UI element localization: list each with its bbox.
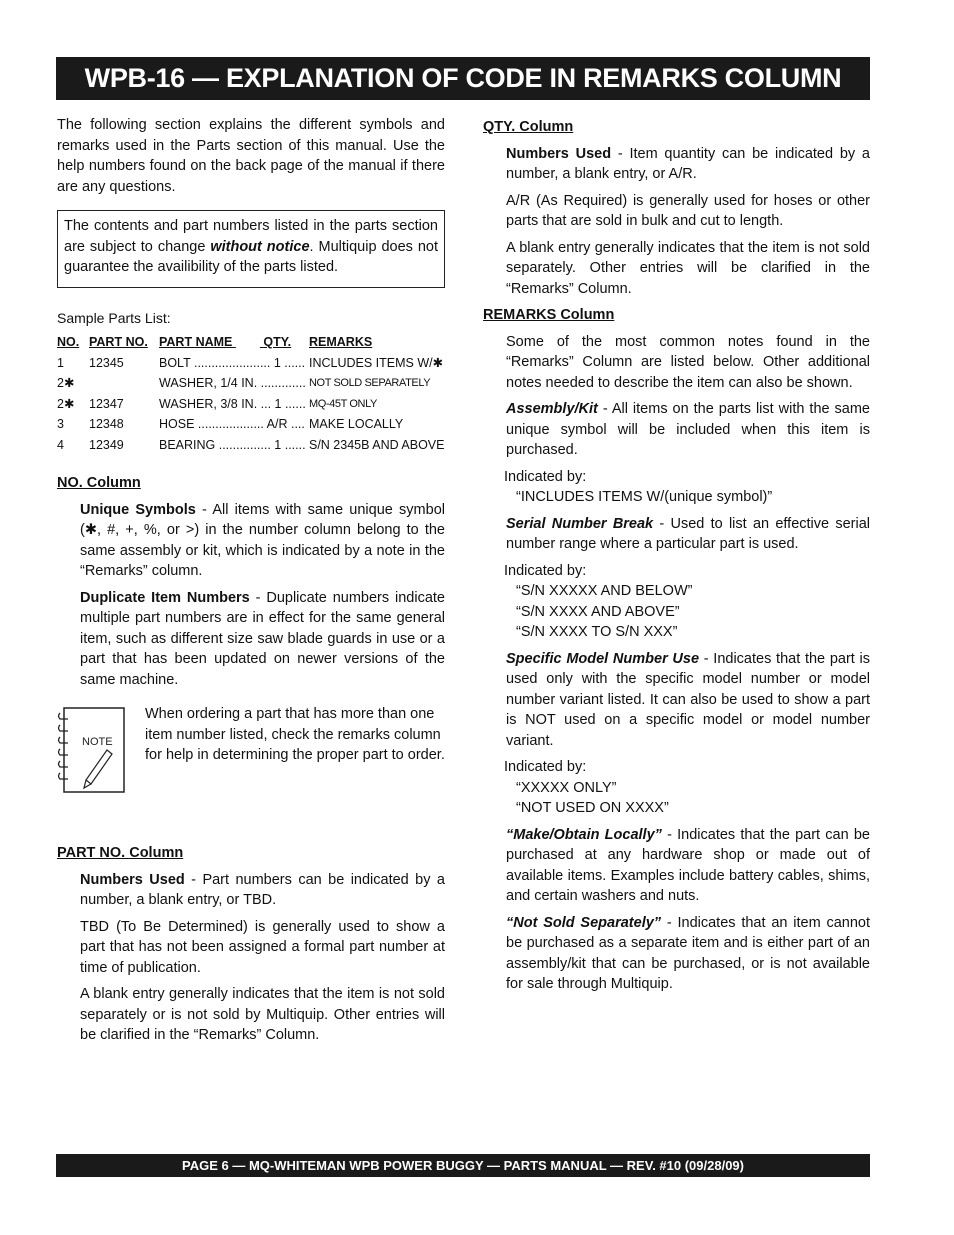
note-notepad-icon — [57, 704, 127, 796]
duplicate-numbers-paragraph — [80, 588, 445, 691]
header-qty: QTY. — [263, 335, 292, 349]
notice-box — [57, 210, 445, 288]
cell-name-qty: WASHER, 1/4 IN. ............. — [159, 376, 306, 390]
table-row — [57, 435, 445, 456]
model-example-1: “XXXXX ONLY” — [516, 779, 617, 796]
serial-indicated-by: Indicated by: — [504, 562, 587, 579]
header-no: NO. — [57, 335, 80, 349]
cell-remarks: MQ-45T ONLY — [309, 397, 377, 410]
make-locally-label: “Make/Obtain Locally” — [506, 826, 662, 843]
cell-part-no: 12345 — [89, 355, 124, 370]
cell-part-no: 12348 — [89, 417, 124, 431]
qty-numbers-used-text: - Item quantity can be indicated by a number, a blank entry, or A/R. — [506, 145, 870, 182]
cell-no: 4 — [57, 437, 64, 452]
notice-text-before: The contents and part numbers listed in the parts section are subject to change — [64, 218, 438, 255]
right-column — [483, 117, 870, 995]
assembly-indicated-by: Indicated by: — [504, 468, 587, 485]
no-column-heading: NO. Column — [57, 475, 141, 491]
specific-model-text: - Indicates that the part is used only with the specific model number or model number variant listed. It can also be used to show a part is NOT used on a specific model or model number variant. — [506, 650, 870, 749]
header-part-no: PART NO. — [89, 335, 148, 349]
cell-no: 2✱ — [57, 396, 75, 411]
qty-numbers-used-label: Numbers Used — [506, 145, 612, 162]
cell-name-qty: BEARING ............... 1 ...... — [159, 437, 306, 452]
serial-example-2: “S/N XXXX AND ABOVE” — [516, 603, 680, 620]
duplicate-numbers-label: Duplicate Item Numbers — [80, 589, 250, 606]
cell-remarks: MAKE LOCALLY — [309, 417, 404, 431]
model-example-2: “NOT USED ON XXXX” — [516, 800, 669, 816]
cell-part-no — [89, 373, 159, 394]
cell-remarks: S/N 2345B AND ABOVE — [309, 437, 445, 452]
header-part-name: PART NAME — [159, 335, 233, 349]
make-locally-text: - Indicates that the part can be purchased at any hardware shop or made out of available items. Examples include battery cables, shims, and certain washers and nuts. — [506, 826, 870, 904]
part-no-column-heading: PART NO. Column — [57, 845, 184, 861]
table-row — [57, 394, 445, 415]
page-title: WPB-16 — EXPLANATION OF CODE IN REMARKS COLUMN — [56, 57, 870, 100]
cell-remarks: INCLUDES ITEMS W/✱ — [309, 355, 444, 370]
assembly-kit-paragraph — [506, 399, 870, 461]
part-numbers-used-paragraph — [80, 870, 445, 911]
serial-break-label: Serial Number Break — [506, 515, 654, 532]
model-indicated-by: Indicated by: — [504, 759, 587, 775]
specific-model-paragraph — [506, 649, 870, 752]
qty-column-heading: QTY. Column — [483, 119, 574, 135]
qty-numbers-used-paragraph — [506, 144, 870, 185]
serial-break-text: - Used to list an effective serial number range where a particular part is used. — [506, 515, 870, 552]
qty-blank-entry-paragraph: A blank entry generally indicates that the item is not sold separately. Other entries will be clarified in the “Remarks” Column. — [506, 239, 870, 297]
serial-break-paragraph — [506, 514, 870, 555]
left-column — [57, 115, 445, 1046]
notice-text-after: . Multiquip does not guarantee the availibility of the parts listed. — [64, 238, 438, 275]
cell-no: 3 — [57, 417, 64, 431]
table-row — [57, 414, 445, 435]
header-part-name-qty — [159, 332, 309, 353]
note-icon-label: NOTE — [82, 736, 113, 748]
serial-example-3: “S/N XXXX TO S/N XXX” — [516, 624, 678, 640]
table-row — [57, 373, 445, 394]
part-blank-entry-paragraph: A blank entry generally indicates that the item is not sold separately or is not sold by Multiquip. Other entries will be clarified in the “Remarks” Column. — [80, 986, 445, 1043]
assembly-kit-label: Assembly/Kit — [506, 401, 598, 417]
remarks-column-heading: REMARKS Column — [483, 307, 615, 323]
cell-name-qty: HOSE ................... A/R .... — [159, 417, 305, 431]
unique-symbols-text: - All items with same unique symbol (✱, #, +, %, or >) in the number column belong to the same assembly or kit, which is indicated by a note in the “Remarks” column. — [80, 501, 445, 579]
make-locally-paragraph — [506, 825, 870, 907]
page-footer: PAGE 6 — MQ-WHITEMAN WPB POWER BUGGY — PARTS MANUAL — REV. #10 (09/28/09) — [56, 1154, 870, 1177]
sample-label: Sample Parts List: — [57, 309, 171, 326]
assembly-example: “INCLUDES ITEMS W/(unique symbol)” — [516, 489, 773, 505]
cell-name-qty: BOLT ...................... 1 ...... — [159, 355, 306, 370]
sample-parts-table — [57, 332, 445, 455]
cell-no: 1 — [57, 355, 64, 370]
assembly-kit-text: - All items on the parts list with the same unique symbol will be included when this item is purchased. — [506, 401, 870, 458]
cell-no: 2✱ — [57, 376, 75, 390]
cell-remarks: NOT SOLD SEPARATELY — [309, 377, 431, 389]
note-block — [57, 704, 445, 796]
remarks-intro: Some of the most common notes found in the “Remarks” Column are listed below. Other additional notes needed to describe the item can also be shown. — [506, 333, 870, 391]
ar-paragraph: A/R (As Required) is generally used for hoses or other parts that are sold in bulk and cut to length. — [506, 192, 870, 229]
part-numbers-used-label: Numbers Used — [80, 871, 185, 888]
note-text: When ordering a part that has more than one item number listed, check the remarks column for help in determining the proper part to order. — [145, 706, 445, 763]
duplicate-numbers-text: - Duplicate numbers indicate multiple part numbers are in effect for the same general item, such as different size saw blade guards in use or a part that has been updated on newer versions of the same machine. — [80, 589, 445, 688]
table-row — [57, 353, 445, 374]
unique-symbols-label: Unique Symbols — [80, 501, 196, 518]
specific-model-label: Specific Model Number Use — [506, 650, 700, 667]
cell-part-no: 12349 — [89, 437, 124, 452]
intro-paragraph: The following section explains the different symbols and remarks used in the Parts section of this manual. Use the help numbers found on the back page of the manual if there are any questions. — [57, 117, 445, 195]
not-sold-separately-text: - Indicates that an item cannot be purchased as a separate item and is either part of an assembly/kit that can be purchased, or is not available for sale through Multiquip. — [506, 914, 871, 992]
part-numbers-used-text: - Part numbers can be indicated by a number, a blank entry, or TBD. — [80, 871, 445, 908]
table-header-row — [57, 332, 445, 353]
not-sold-separately-paragraph — [506, 913, 870, 995]
header-remarks: REMARKS — [309, 335, 373, 349]
tbd-paragraph: TBD (To Be Determined) is generally used to show a part that has not been assigned a formal part number at time of publication. — [80, 918, 445, 976]
unique-symbols-paragraph — [80, 500, 445, 582]
cell-part-no: 12347 — [89, 396, 124, 411]
cell-name-qty: WASHER, 3/8 IN. ... 1 ...... — [159, 396, 306, 411]
serial-example-1: “S/N XXXXX AND BELOW” — [516, 583, 693, 599]
not-sold-separately-label: “Not Sold Separately” — [506, 914, 662, 931]
notice-emphasis: without notice — [210, 238, 310, 255]
